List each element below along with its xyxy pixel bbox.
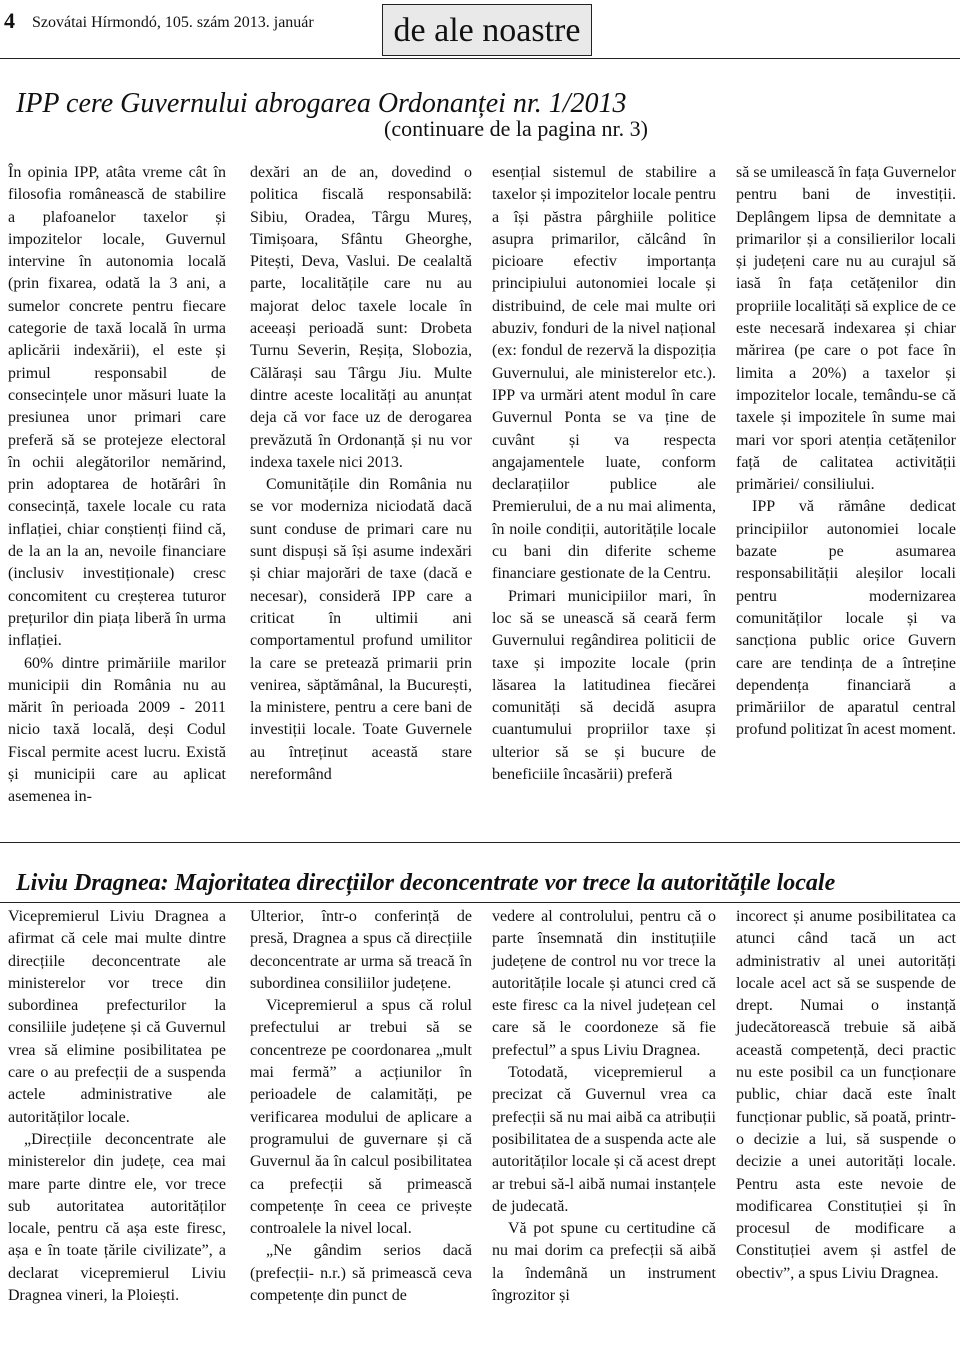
article-column-2 <box>250 162 472 786</box>
header-divider <box>0 58 960 59</box>
paragraph: vedere al controlului, pentru că o parte însemnată din instituțiile județene de control nu vor trece la autoritățile locale și atunci cred că este firesc ca la nivel județean cel care să le coordoneze să fie prefectul” a spus Liviu Dragnea. <box>492 908 716 1059</box>
article-title: Liviu Dragnea: Majoritatea direcțiilor deconcentrate vor trece la autoritățile locale <box>16 870 836 896</box>
article-column-2 <box>250 906 472 1307</box>
paragraph: esențial sistemul de stabilire a taxelor și impozitelor locale pentru a își păstra pârghiile politice asupra primarilor, călcând în picioare efectiv importanța principiului autonomiei locale și distribuind, de cele mai multe ori abuziv, fonduri de la nivel național (ex: fondul de rezervă la dispoziția Guvernului, ale ministerelor etc.). IPP va urmări atent modul în care Guvernul Ponta se va ține de cuvânt și va respecta angajamentele luate, conform declarațiilor publice ale Premierului, de a nu mai alimenta, în noile condiții, autoritățile locale cu bani din diferite scheme financiare gestionate de la Centru. <box>492 164 716 583</box>
article-column-1 <box>8 162 226 809</box>
paragraph: incorect și anume posibilitatea ca atunci când tacă un act administrativ al unei autorități locale acel act să se suspende de drept. Numai o instanță judecătorească trebuie să aibă această competență, deci practic nu este posibil ca un funcționare public, chiar dacă este înalt funcționar public, să poată, printr-o decizie a lui, să suspende o decizie a unei autorități locale. Pentru asta este nevoie de modificarea Constituției și în procesul de modificare a Constituției avem și astfel de obectiv”, a spus Liviu Dragnea. <box>736 908 956 1282</box>
paragraph: Vicepremierul a spus că rolul prefectului ar trebui să se concentreze pe coordonarea „mult mai fermă” a acțiunilor în perioadele de calamități, pe verificarea modului de aplicare a programului de guvernare și că Guvernul ăa în calcul posibilitatea ca prefecții să primească competențe în ceea ce privește controalele la nivel local. <box>250 997 472 1238</box>
article-column-3 <box>492 906 716 1307</box>
paragraph: „Direcțiile deconcentrate ale ministerelor din județe, cea mai mare parte dintre ele, vor trece sub autoritatea autorităților locale, pentru că așa este firesc, așa e în toate țările civilizate”, a declarat vicepremierul Liviu Dragnea vineri, la Ploiești. <box>8 1130 226 1305</box>
paragraph: „Ne gândim serios dacă (prefecții- n.r.) să primească ceva competențe din punct de <box>250 1242 472 1305</box>
article-continuation-note: (continuare de la pagina nr. 3) <box>384 116 648 141</box>
article-column-4 <box>736 906 956 1285</box>
article-column-3 <box>492 162 716 786</box>
paragraph: Ulterior, într-o conferință de presă, Dragnea a spus că direcțiile deconcentrate ar urma să treacă în subordinea consiliilor județene. <box>250 908 472 992</box>
paragraph: să se umilească în fața Guvernelor pentru bani de investiții. Deplângem lipsa de demnitate a primarilor și a consilierilor locali și județeni care nu au curajul să iasă în fața cetățenilor din propriile localități să explice de ce este necesară indexarea și chiar mărirea (pe care o pot face în limita a 20%) a taxelor și impozitelor locale, temându-se că taxele și impozitele în sume mai mari vor spori atenția cetățenilor față de calitatea activității primăriei/ consiliului. <box>736 164 956 494</box>
paragraph: IPP vă rămâne dedicat principiilor autonomiei locale bazate pe asumarea responsabilității aleșilor locali pentru modernizarea comunităților locale și va sancționa public orice Guvern care are tendința de a întreține dependența financiară a primăriilor de aparatul central profund politizat în acest moment. <box>736 498 956 739</box>
article-divider <box>0 842 960 843</box>
article-column-1 <box>8 906 226 1307</box>
paragraph: Vă pot spune cu certitudine că nu mai dorim ca prefecții să aibă la îndemână un instrument îngrozitor și <box>492 1220 716 1305</box>
paragraph: dexări an de an, dovedind o politica fiscală responsabilă: Sibiu, Oradea, Târgu Mureș, Timișoara, Sfântu Gheorghe, Pitești, Deva, Vaslui. De cealaltă parte, localitățile care nu au majorat deloc taxele locale în aceeași perioadă sunt: Drobeta Turnu Severin, Reșița, Slobozia, Călărași sau Târgu Jiu. Multe dintre aceste localități au anunțat deja că vor face uz de derogarea prevăzută în Ordonanță și nu vor indexa taxele nici 2013. <box>250 164 472 471</box>
paragraph: Comunitățile din România nu se vor moderniza niciodată dacă sunt conduse de primari care nu sunt dispuși să își asume indexări și chiar majorări de taxe (dacă e necesar), consideră IPP care a criticat în ultimii ani comportamentul profund umilitor la care se pretează primarii prin venirea, săptămânal, la București, la ministere, pentru a cere bani de investiții locale. Toate Guvernele au întreținut această stare nereformând <box>250 476 472 784</box>
section-banner: de ale noastre <box>382 4 592 56</box>
paragraph: În opinia IPP, atâta vreme cât în filosofia românească de stabilire a plafoanelor taxelor și impozitelor locale, Guvernul intervine în autonomia locală (prin fixarea, odată la 3 ani, a sumelor concrete pentru fiecare categorie de taxă locală în urma aplicării indexării), el este și primul responsabil de consecințele unor măsuri luate la presiunea unor primari care preferă să se protejeze electoral în ochii alegătorilor nemărind, prin adoptarea de hotărâri în consecință, taxele locale cu rata inflației, chiar conștienți fiind că, de la an la an, nevoile financiare (inclusiv investiționale) cresc concomitent cu creșterea tuturor prețurilor din piața liberă în urma inflației. <box>8 164 226 650</box>
page-number: 4 <box>4 8 15 33</box>
title-divider <box>0 902 960 903</box>
paragraph: 60% dintre primăriile marilor municipii din România nu au mărit în perioada 2009 - 2011 nicio taxă locală, deși Codul Fiscal permite acest lucru. Există și municipii care au aplicat asemenea in- <box>8 654 226 806</box>
article-column-4 <box>736 162 956 742</box>
paragraph: Totodată, vicepremierul a precizat că Guvernul vrea ca prefecții să nu mai aibă ca atribuții posibilitatea de a suspenda acte ale autorităților locale și că acest drept ar trebui să-l aibă numai instanțele de judecată. <box>492 1064 716 1215</box>
paragraph: Primari municipiilor mari, în loc să se unească să ceară ferm Guvernului regândirea politicii de taxe și impozite locale (prin lăsarea la latitudinea fiecărei comunități să decidă asupra cuantumului propriilor taxe și ulterior să se și bucure de beneficiile încasării) preferă <box>492 587 716 784</box>
article-title: IPP cere Guvernului abrogarea Ordonanței nr. 1/2013 <box>16 88 627 119</box>
paragraph: Vicepremierul Liviu Dragnea a afirmat că cele mai multe dintre direcțiile deconcentrate ale ministerelor vor trece din subordinea prefecturilor la consiliile județene și că Guvernul vrea să elimine posibilitatea pe care o au prefecții de a suspenda actele administrative ale autorităților locale. <box>8 908 226 1126</box>
publication-title: Szovátai Hírmondó, 105. szám 2013. január <box>32 14 314 31</box>
